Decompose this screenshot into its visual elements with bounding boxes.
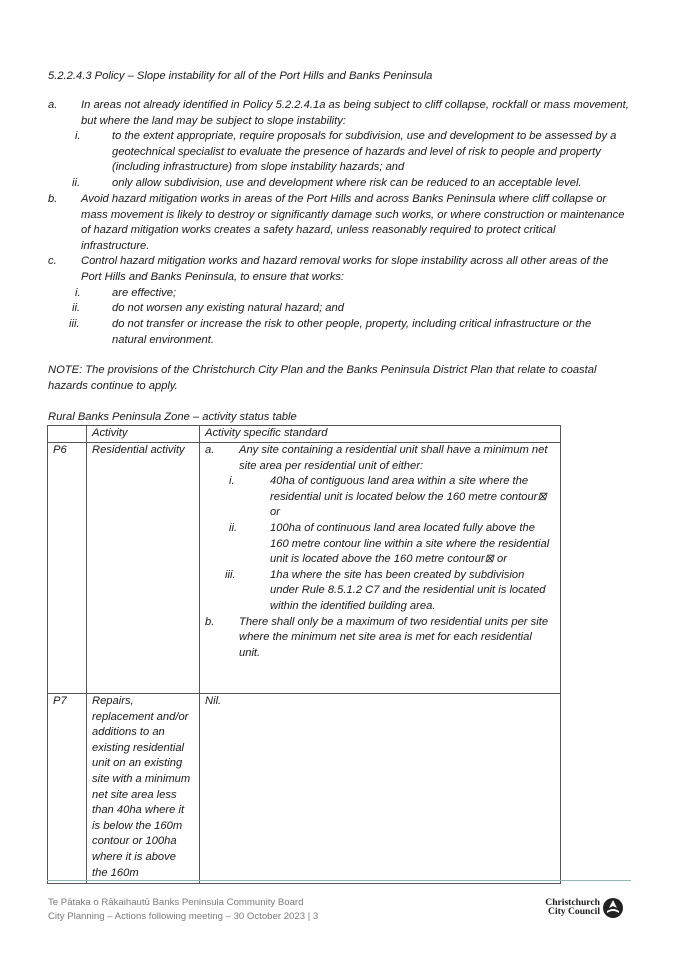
- activity-standard: [200, 443, 561, 694]
- text-line: Port Hills and Banks Peninsula, to ensure that works:: [81, 270, 345, 283]
- policy-note: [48, 363, 596, 394]
- table-header-row: [48, 426, 561, 443]
- list-marker: ii.: [229, 521, 238, 534]
- footer-board-name: Te Pātaka o Rākaihautū Banks Peninsula Community Board: [48, 897, 304, 908]
- text-line: mass movement is likely to destroy or significantly damage such works, or where construction or maintenance: [81, 208, 625, 221]
- council-logo-icon: [602, 897, 624, 919]
- logo-text-line1: Christchurch: [545, 897, 600, 908]
- rule-code: P6: [48, 443, 87, 694]
- text-line: do not transfer or increase the risk to other people, property, including critical infrastructure or the: [112, 318, 592, 330]
- text-line: are effective;: [112, 287, 177, 299]
- logo-text-line2: City Council: [548, 906, 600, 917]
- list-marker: iii.: [225, 568, 236, 581]
- council-logo: [540, 895, 630, 923]
- text-line: In areas not already identified in Policy 5.2.2.4.1a as being subject to cliff collapse, rockfall or mass movement,: [81, 99, 629, 111]
- list-marker: b.: [205, 615, 215, 628]
- table-header-cell: [48, 426, 87, 443]
- text-line: but where the land may be subject to slope instability:: [81, 114, 346, 127]
- standard-text: Any site containing a residential unit shall have a minimum net site area per residential unit of either:: [239, 444, 548, 472]
- activity-status-table: [47, 425, 561, 884]
- standard-item-b: [205, 615, 555, 662]
- page-footer: [48, 896, 318, 923]
- table-caption: Rural Banks Peninsula Zone – activity status table: [48, 411, 297, 423]
- text-line: geotechnical specialist to evaluate the presence of hazards and level of risk to people and property: [112, 145, 601, 158]
- list-marker: i.: [75, 130, 81, 142]
- standard-item-a: [205, 443, 555, 474]
- list-marker: iii.: [69, 318, 80, 330]
- table-header-cell: Activity: [87, 426, 200, 443]
- list-marker: ii.: [72, 302, 81, 314]
- rule-code: P7: [48, 694, 87, 884]
- standard-sub-iii: [205, 568, 555, 615]
- activity-name: Repairs, replacement and/or additions to an existing residential unit on an existing site with a minimum net site area less than 40ha where it is below the 160m contour or 100ha where it is above the 160m: [87, 694, 200, 884]
- text-line: hazards continue to apply.: [48, 379, 178, 392]
- list-marker: b.: [48, 193, 58, 205]
- table-row: [48, 443, 561, 694]
- footer-meeting-info: City Planning – Actions following meeting – 30 October 2023 | 3: [48, 910, 319, 922]
- footer-divider: [47, 880, 631, 881]
- standard-text: There shall only be a maximum of two residential units per site where the minimum net site area is met for each residential unit.: [239, 615, 549, 659]
- standard-text: 1ha where the site has been created by subdivision under Rule 8.5.1.2 C7 and the residential unit is located within the identified building area.: [270, 568, 546, 612]
- list-marker: i.: [75, 287, 81, 299]
- list-marker: i.: [229, 475, 235, 488]
- text-line: only allow subdivision, use and development where risk can be reduced to an acceptable level.: [112, 177, 582, 189]
- standard-sub-ii: [205, 521, 555, 568]
- text-line: Avoid hazard mitigation works in areas of the Port Hills and across Banks Peninsula where cliff collapse or: [81, 193, 607, 205]
- text-line: infrastructure.: [81, 239, 150, 252]
- list-marker: ii.: [72, 177, 81, 189]
- table-row: [48, 694, 561, 884]
- text-line: Control hazard mitigation works and hazard removal works for slope instability across all other areas of the: [81, 255, 609, 267]
- list-marker: c.: [48, 255, 57, 267]
- activity-name: Residential activity: [87, 443, 200, 694]
- policy-heading: 5.2.2.4.3 Policy – Slope instability for all of the Port Hills and Banks Peninsula: [48, 70, 433, 82]
- standard-text: 40ha of contiguous land area within a site where the residential unit is located below the 160 metre contour⊠ or: [270, 475, 547, 519]
- text-line: (including infrastructure) from slope instability hazards; and: [112, 161, 405, 174]
- list-marker: a.: [48, 99, 58, 111]
- text-line: NOTE: The provisions of the Christchurch City Plan and the Banks Peninsula District Plan that relate to coastal: [48, 364, 597, 376]
- standard-text: 100ha of continuous land area located fully above the 160 metre contour line within a site where the residential unit is located above the 160 metre contour⊠ or: [270, 521, 550, 566]
- text-line: do not worsen any existing natural hazard; and: [112, 302, 344, 314]
- text-line: of hazard mitigation works creates a safety hazard, unless reasonably required to protect critical: [81, 224, 556, 237]
- text-line: natural environment.: [112, 333, 214, 346]
- text-line: to the extent appropriate, require proposals for subdivision, use and development to be assessed by a: [112, 130, 617, 142]
- standard-sub-i: [205, 474, 555, 521]
- list-marker: a.: [205, 444, 215, 456]
- activity-standard: Nil.: [200, 694, 561, 884]
- table-header-cell: Activity specific standard: [200, 426, 561, 443]
